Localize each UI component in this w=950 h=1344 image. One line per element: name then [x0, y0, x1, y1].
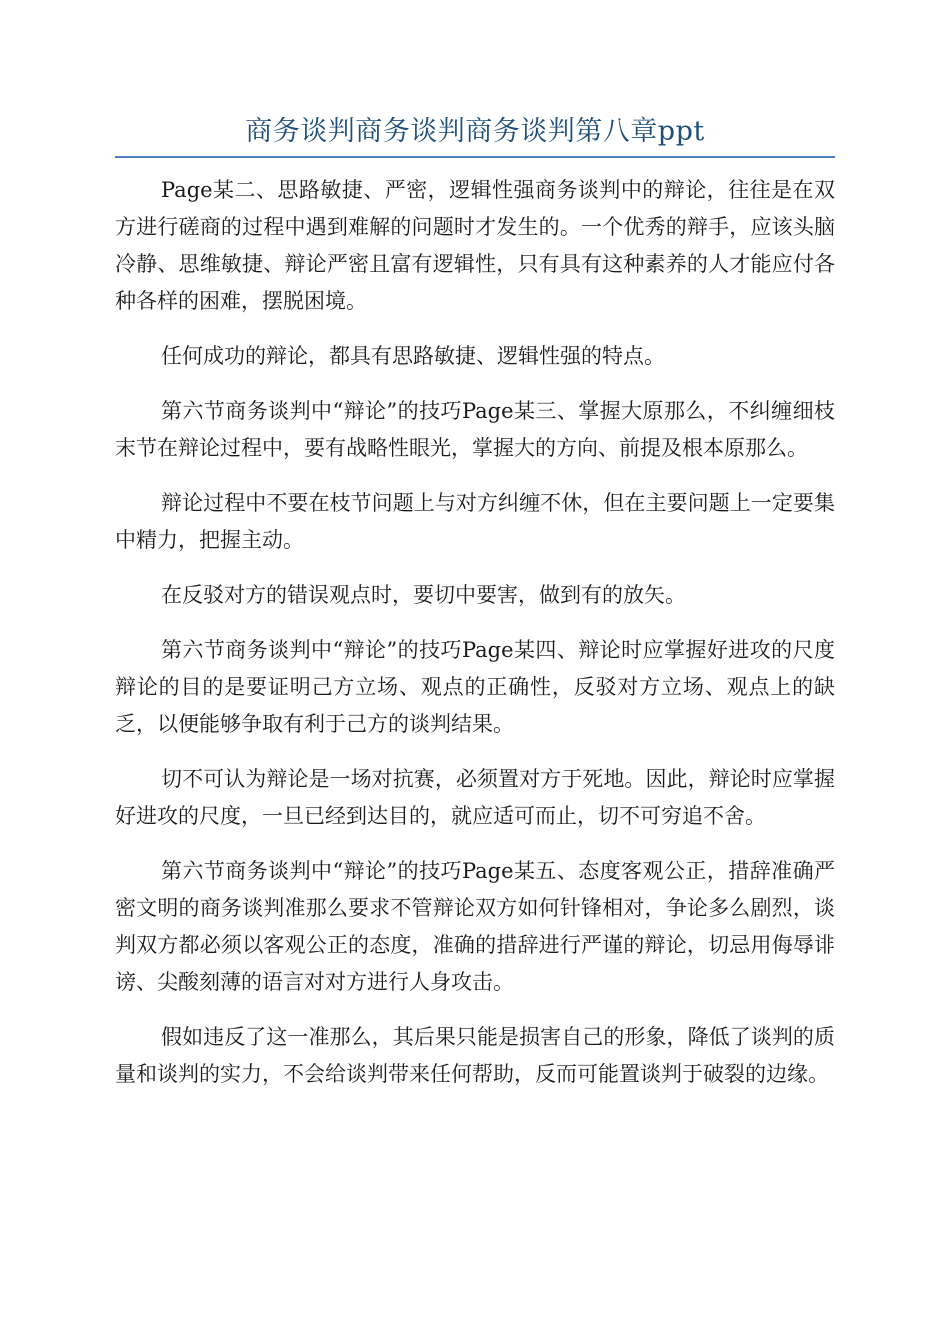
paragraph-1: Page某二、思路敏捷、严密，逻辑性强商务谈判中的辩论，往往是在双方进行磋商的过程中遇到难解的问题时才发生的。一个优秀的辩手，应该头脑冷静、思维敏捷、辩论严密且富有逻辑性，只有具有这种素养的人才能应付各种各样的困难，摆脱困境。 [115, 178, 835, 313]
paragraph-7: 切不可认为辩论是一场对抗赛，必须置对方于死地。因此，辩论时应掌握好进攻的尺度，一旦已经到达目的，就应适可而止，切不可穷追不舍。 [115, 767, 835, 828]
paragraph-4: 辩论过程中不要在枝节问题上与对方纠缠不休，但在主要问题上一定要集中精力，把握主动。 [115, 491, 835, 552]
document-body [115, 172, 835, 1111]
paragraph-9: 假如违反了这一准那么，其后果只能是损害自己的形象，降低了谈判的质量和谈判的实力，不会给谈判带来任何帮助，反而可能置谈判于破裂的边缘。 [115, 1025, 835, 1086]
page-title: 商务谈判商务谈判商务谈判第八章ppt [245, 116, 705, 147]
title-block [115, 112, 835, 158]
paragraph-2: 任何成功的辩论，都具有思路敏捷、逻辑性强的特点。 [161, 344, 665, 368]
paragraph-6: 第六节商务谈判中“辩论”的技巧Page某四、辩论时应掌握好进攻的尺度辩论的目的是要证明己方立场、观点的正确性，反驳对方立场、观点上的缺乏，以便能够争取有利于己方的谈判结果。 [115, 638, 835, 736]
paragraph-8: 第六节商务谈判中“辩论”的技巧Page某五、态度客观公正，措辞准确严密文明的商务谈判准那么要求不管辩论双方如何针锋相对，争论多么剧烈，谈判双方都必须以客观公正的态度，准确的措辞进行严谨的辩论，切忌用侮辱诽谤、尖酸刻薄的语言对对方进行人身攻击。 [115, 859, 835, 994]
paragraph-3: 第六节商务谈判中“辩论”的技巧Page某三、掌握大原那么，不纠缠细枝末节在辩论过程中，要有战略性眼光，掌握大的方向、前提及根本原那么。 [115, 399, 835, 460]
paragraph-5: 在反驳对方的错误观点时，要切中要害，做到有的放矢。 [161, 583, 686, 607]
